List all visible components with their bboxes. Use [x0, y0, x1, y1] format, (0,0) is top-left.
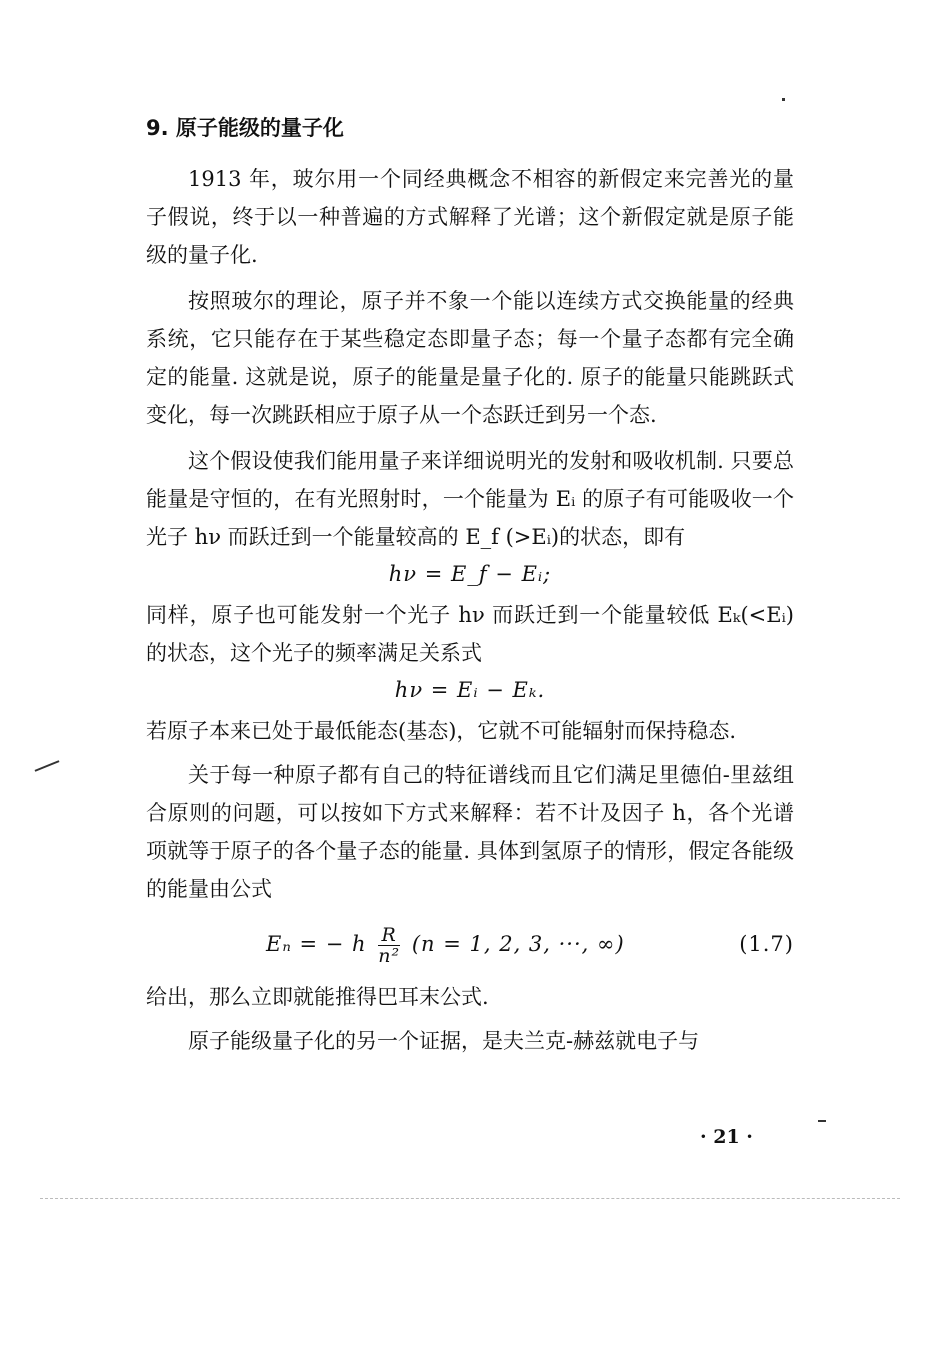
scan-speck: [818, 1120, 826, 1122]
scan-stroke: [35, 760, 60, 772]
paragraph-4: 同样，原子也可能发射一个光子 hν 而跃迁到一个能量较低 Eₖ(<Eᵢ) 的状态，这个光子的频率满足关系式: [146, 603, 794, 665]
section-heading: 9. 原子能级的量子化: [146, 116, 344, 140]
equation-condition: (n = 1, 2, 3, ···, ∞): [411, 932, 625, 956]
equation-number: (1.7): [739, 932, 794, 956]
equation-emission: hν = Eᵢ − Eₖ.: [394, 678, 546, 702]
paragraph-8: 原子能级量子化的另一个证据，是夫兰克-赫兹就电子与: [188, 1029, 700, 1053]
scan-speck: [782, 98, 785, 101]
equation-energy-levels: [146, 914, 794, 974]
equation-absorption: hν = E_f − Eᵢ;: [388, 562, 552, 586]
page-number: · 21 ·: [700, 1126, 753, 1148]
paragraph-6: 关于每一种原子都有自己的特征谱线而且它们满足里德伯-里兹组合原则的问题，可以按如下方式来解释：若不计及因子 h，各个光谱项就等于原子的各个量子态的能量. 具体到氢原子的情形，假定各能级的能量由公式: [146, 763, 794, 901]
equation-lhs: Eₙ = − h: [266, 932, 367, 956]
scan-edge-line: [40, 1198, 900, 1199]
paragraph-3: 这个假设使我们能用量子来详细说明光的发射和吸收机制. 只要总能量是守恒的，在有光照射时，一个能量为 Eᵢ 的原子有可能吸收一个光子 hν 而跃迁到一个能量较高的 E_f (>Eᵢ)的状态，即有: [146, 449, 794, 549]
paragraph-1: 1913 年，玻尔用一个同经典概念不相容的新假定来完善光的量子假说，终于以一种普遍的方式解释了光谱；这个新假定就是原子能级的量子化.: [146, 167, 794, 267]
paragraph-7: 给出，那么立即就能推得巴耳末公式.: [146, 985, 489, 1009]
page-content: [146, 110, 794, 1068]
fraction-denominator: n²: [378, 945, 401, 967]
paragraph-5: 若原子本来已处于最低能态(基态)，它就不可能辐射而保持稳态.: [146, 719, 737, 743]
fraction-numerator: R: [378, 925, 400, 946]
fraction: [378, 925, 400, 966]
paragraph-2: 按照玻尔的理论，原子并不象一个能以连续方式交换能量的经典系统，它只能存在于某些稳定态即量子态；每一个量子态都有完全确定的能量. 这就是说，原子的能量是量子化的. 原子的能量只能跳跃式变化，每一次跳跃相应于原子从一个态跃迁到另一个态.: [146, 289, 794, 427]
